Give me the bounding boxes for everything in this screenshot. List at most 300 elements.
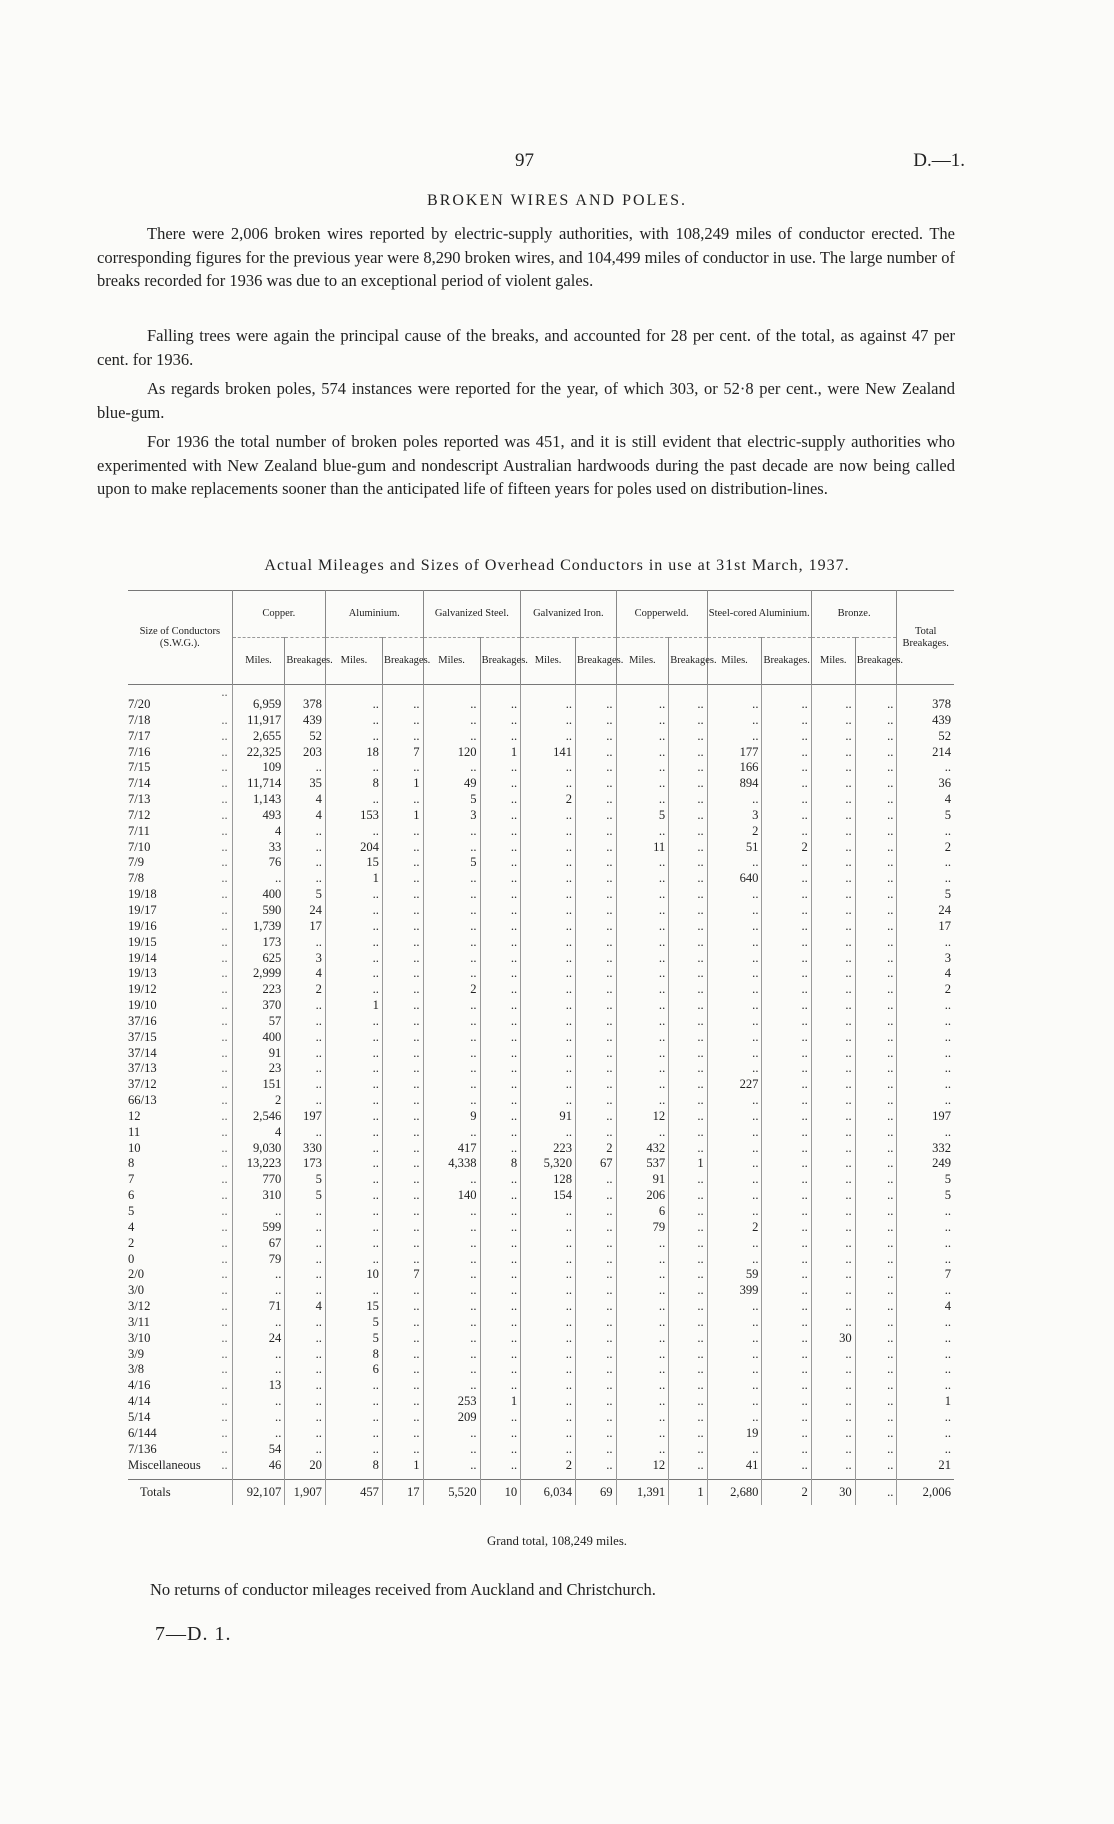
table-row <box>128 1458 954 1480</box>
table-cell: .. <box>855 935 897 951</box>
table-cell: .. <box>855 1283 897 1299</box>
table-cell: .. <box>855 1061 897 1077</box>
table-cell: .. <box>762 855 811 871</box>
table-cell: .. <box>669 855 707 871</box>
table-cell: .. <box>382 1156 423 1172</box>
table-row <box>128 1347 954 1363</box>
table-cell: .. <box>382 966 423 982</box>
table-cell: .. <box>669 1141 707 1157</box>
dot-leader: .. <box>221 1251 228 1266</box>
table-cell: .. <box>521 1014 576 1030</box>
table-cell: 432 <box>616 1141 669 1157</box>
table-cell: .. <box>616 685 669 713</box>
table-cell: .. <box>811 1109 855 1125</box>
table-cell: .. <box>576 1362 617 1378</box>
totals-label: Totals <box>128 1480 232 1505</box>
table-cell: .. <box>855 1125 897 1141</box>
table-cell: 3 <box>423 808 480 824</box>
table-cell: .. <box>762 1426 811 1442</box>
group-header-copper: Copper. <box>232 591 325 638</box>
table-cell: 17 <box>285 919 326 935</box>
table-cell: .. <box>669 1172 707 1188</box>
row-size-label <box>128 1204 232 1220</box>
table-cell: .. <box>423 1315 480 1331</box>
table-cell: 166 <box>707 760 762 776</box>
table-cell: 59 <box>707 1267 762 1283</box>
table-cell: .. <box>325 1442 382 1458</box>
table-cell: .. <box>325 1394 382 1410</box>
size-value: 3/11 <box>128 1314 150 1329</box>
table-cell: .. <box>521 1362 576 1378</box>
table-cell: .. <box>285 1220 326 1236</box>
table-cell: .. <box>897 1426 954 1442</box>
row-size-label <box>128 935 232 951</box>
table-cell: .. <box>325 887 382 903</box>
table-cell: .. <box>325 1077 382 1093</box>
totals-cell: 10 <box>480 1480 521 1505</box>
size-value: 2 <box>128 1235 135 1250</box>
table-cell: .. <box>669 982 707 998</box>
totals-cell: 17 <box>382 1480 423 1505</box>
table-cell: 2 <box>521 1458 576 1480</box>
table-cell: .. <box>897 824 954 840</box>
table-cell: .. <box>480 1093 521 1109</box>
table-cell: .. <box>855 998 897 1014</box>
table-cell: .. <box>707 903 762 919</box>
dot-leader: .. <box>221 871 228 886</box>
table-cell: .. <box>669 824 707 840</box>
size-value: 19/18 <box>128 887 157 902</box>
table-cell: 894 <box>707 776 762 792</box>
table-cell: .. <box>423 1172 480 1188</box>
table-cell: .. <box>521 1046 576 1062</box>
table-cell: .. <box>707 919 762 935</box>
table-cell: .. <box>707 1188 762 1204</box>
table-cell: .. <box>897 1061 954 1077</box>
table-cell: .. <box>811 1252 855 1268</box>
table-cell: 1 <box>382 776 423 792</box>
table-cell: .. <box>576 745 617 761</box>
table-cell: .. <box>616 1394 669 1410</box>
table-row <box>128 1220 954 1236</box>
dot-leader: .. <box>221 1204 228 1218</box>
table-cell: .. <box>762 1125 811 1141</box>
row-size-label <box>128 713 232 729</box>
table-cell: 173 <box>285 1156 326 1172</box>
row-size-label <box>128 1267 232 1283</box>
table-cell: 12 <box>616 1109 669 1125</box>
table-cell: .. <box>811 808 855 824</box>
table-cell: .. <box>576 1252 617 1268</box>
table-cell: .. <box>576 1077 617 1093</box>
table-cell: .. <box>382 1394 423 1410</box>
table-cell: .. <box>855 1077 897 1093</box>
size-value: 7/13 <box>128 792 151 807</box>
table-cell: .. <box>480 951 521 967</box>
table-cell: .. <box>897 1331 954 1347</box>
table-cell: 154 <box>521 1188 576 1204</box>
table-cell: .. <box>707 1442 762 1458</box>
table-cell: .. <box>576 903 617 919</box>
table-cell: .. <box>576 1347 617 1363</box>
row-size-label <box>128 1442 232 1458</box>
table-row <box>128 729 954 745</box>
subheader-breakages: Breakages. <box>669 638 707 685</box>
row-size-label <box>128 1109 232 1125</box>
table-cell: .. <box>576 1093 617 1109</box>
table-cell: .. <box>382 935 423 951</box>
dot-leader: .. <box>221 1299 228 1314</box>
table-cell: 46 <box>232 1458 285 1480</box>
table-cell: .. <box>423 713 480 729</box>
table-row <box>128 919 954 935</box>
table-row <box>128 1252 954 1268</box>
dot-leader: .. <box>221 776 228 791</box>
table-cell: 2 <box>423 982 480 998</box>
table-cell: .. <box>285 1378 326 1394</box>
table-cell: .. <box>480 1030 521 1046</box>
table-cell: .. <box>897 1125 954 1141</box>
table-cell: .. <box>707 982 762 998</box>
size-value: 7/10 <box>128 839 151 854</box>
table-caption: Actual Mileages and Sizes of Overhead Conductors in use at 31st March, 1937. <box>264 557 850 574</box>
table-cell: 120 <box>423 745 480 761</box>
totals-cell: 6,034 <box>521 1480 576 1505</box>
dot-leader: .. <box>221 1188 228 1203</box>
table-cell: .. <box>382 1061 423 1077</box>
table-cell: 35 <box>285 776 326 792</box>
table-cell: .. <box>811 1172 855 1188</box>
table-cell: .. <box>855 1188 897 1204</box>
table-cell: .. <box>897 1077 954 1093</box>
row-size-label <box>128 745 232 761</box>
section-title: BROKEN WIRES AND POLES. <box>427 192 687 209</box>
table-cell: .. <box>576 1331 617 1347</box>
table-row <box>128 1410 954 1426</box>
dot-leader: .. <box>221 998 228 1013</box>
size-value: 4 <box>128 1219 135 1234</box>
table-cell: .. <box>616 1030 669 1046</box>
table-row <box>128 1156 954 1172</box>
table-cell: .. <box>576 808 617 824</box>
table-cell: .. <box>811 1046 855 1062</box>
table-cell: .. <box>669 1014 707 1030</box>
table-cell: .. <box>423 919 480 935</box>
table-cell: .. <box>762 1331 811 1347</box>
table-cell: 8 <box>325 1458 382 1480</box>
table-cell: .. <box>480 1014 521 1030</box>
table-row <box>128 1188 954 1204</box>
table-cell: .. <box>669 1299 707 1315</box>
table-cell: .. <box>669 713 707 729</box>
table-cell: .. <box>576 998 617 1014</box>
table-cell: .. <box>811 998 855 1014</box>
table-cell: .. <box>480 1188 521 1204</box>
table-row <box>128 1125 954 1141</box>
table-cell: .. <box>382 998 423 1014</box>
table-cell: .. <box>576 855 617 871</box>
table-cell: .. <box>480 1220 521 1236</box>
size-value: Miscellaneous <box>128 1457 201 1472</box>
table-cell: .. <box>382 1172 423 1188</box>
table-cell: 23 <box>232 1061 285 1077</box>
table-cell: .. <box>897 1030 954 1046</box>
table-cell: .. <box>423 1331 480 1347</box>
table-cell: .. <box>285 1014 326 1030</box>
table-cell: .. <box>576 1426 617 1442</box>
totals-cell: 2 <box>762 1480 811 1505</box>
table-cell: 11,917 <box>232 713 285 729</box>
size-value: 7/11 <box>128 823 150 838</box>
table-cell: 1 <box>480 745 521 761</box>
table-cell: 49 <box>423 776 480 792</box>
size-value: 7/16 <box>128 744 151 759</box>
table-cell: .. <box>382 792 423 808</box>
table-cell: .. <box>669 998 707 1014</box>
table-cell: 640 <box>707 871 762 887</box>
table-cell: .. <box>707 1109 762 1125</box>
table-row <box>128 998 954 1014</box>
table-cell: 5 <box>325 1315 382 1331</box>
table-cell: .. <box>521 1204 576 1220</box>
table-cell: .. <box>480 713 521 729</box>
table-cell: 7 <box>382 1267 423 1283</box>
table-cell: .. <box>325 1156 382 1172</box>
row-size-label <box>128 1236 232 1252</box>
table-cell: .. <box>707 951 762 967</box>
table-cell: .. <box>616 966 669 982</box>
table-cell: .. <box>762 1141 811 1157</box>
table-cell: 378 <box>897 685 954 713</box>
table-cell: 399 <box>707 1283 762 1299</box>
table-cell: .. <box>325 1030 382 1046</box>
size-value: 12 <box>128 1108 141 1123</box>
table-cell: .. <box>855 1030 897 1046</box>
table-cell: 52 <box>897 729 954 745</box>
table-cell: 3 <box>285 951 326 967</box>
table-cell: 173 <box>232 935 285 951</box>
dot-leader: .. <box>221 712 228 727</box>
table-cell: .. <box>707 1204 762 1220</box>
table-cell: .. <box>762 1220 811 1236</box>
table-cell: .. <box>707 1061 762 1077</box>
table-cell: .. <box>616 1252 669 1268</box>
table-cell: .. <box>325 1125 382 1141</box>
table-cell: .. <box>232 1283 285 1299</box>
table-cell: .. <box>811 745 855 761</box>
table-cell: .. <box>762 824 811 840</box>
table-cell: 140 <box>423 1188 480 1204</box>
table-cell: .. <box>521 1331 576 1347</box>
table-cell: .. <box>616 1267 669 1283</box>
table-cell: .. <box>855 966 897 982</box>
row-size-label <box>128 1378 232 1394</box>
table-cell: 4 <box>897 1299 954 1315</box>
table-cell: .. <box>762 1315 811 1331</box>
dot-leader: .. <box>221 1267 228 1282</box>
table-cell: 493 <box>232 808 285 824</box>
table-cell: .. <box>811 1204 855 1220</box>
table-cell: .. <box>855 871 897 887</box>
row-size-label <box>128 1299 232 1315</box>
table-row <box>128 1141 954 1157</box>
size-value: 7/8 <box>128 871 145 886</box>
table-cell: .. <box>811 887 855 903</box>
footnote: No returns of conductor mileages received from Auckland and Christchurch. <box>150 1580 656 1599</box>
table-cell: .. <box>897 855 954 871</box>
table-cell: .. <box>616 1093 669 1109</box>
table-cell: .. <box>423 1093 480 1109</box>
table-cell: 19 <box>707 1426 762 1442</box>
table-cell: 10 <box>325 1267 382 1283</box>
size-value: 7/18 <box>128 712 151 727</box>
table-cell: .. <box>897 871 954 887</box>
table-cell: .. <box>382 1378 423 1394</box>
row-size-label <box>128 887 232 903</box>
table-cell: .. <box>897 1014 954 1030</box>
table-cell: .. <box>707 713 762 729</box>
grand-total: Grand total, 108,249 miles. <box>486 1534 628 1548</box>
table-cell: .. <box>855 1204 897 1220</box>
row-size-label <box>128 1030 232 1046</box>
row-size-label <box>128 871 232 887</box>
table-cell: .. <box>707 792 762 808</box>
table-cell: .. <box>616 855 669 871</box>
table-cell: .. <box>669 1252 707 1268</box>
table-cell: .. <box>576 1378 617 1394</box>
table-cell: .. <box>325 1410 382 1426</box>
table-cell: 4 <box>285 792 326 808</box>
table-cell: 203 <box>285 745 326 761</box>
totals-cell: 2,006 <box>897 1480 954 1505</box>
table-cell: .. <box>707 1394 762 1410</box>
table-cell: .. <box>762 1394 811 1410</box>
dot-leader: .. <box>221 950 228 965</box>
table-cell: .. <box>707 1125 762 1141</box>
table-cell: .. <box>762 1458 811 1480</box>
table-cell: 6 <box>325 1362 382 1378</box>
table-cell: .. <box>669 1109 707 1125</box>
table-row <box>128 1362 954 1378</box>
dot-leader: .. <box>221 1409 228 1424</box>
subheader-miles: Miles. <box>616 638 669 685</box>
table-cell: .. <box>521 1378 576 1394</box>
table-cell: 3 <box>707 808 762 824</box>
table-cell: .. <box>382 1236 423 1252</box>
table-cell: .. <box>762 871 811 887</box>
table-cell: .. <box>616 713 669 729</box>
table-cell: 1 <box>669 1156 707 1172</box>
table-cell: .. <box>576 951 617 967</box>
table-cell: 2,999 <box>232 966 285 982</box>
table-cell: .. <box>382 713 423 729</box>
subheader-breakages: Breakages. <box>285 638 326 685</box>
dot-leader: .. <box>221 807 228 822</box>
table-cell: .. <box>897 1315 954 1331</box>
table-cell: .. <box>325 1204 382 1220</box>
table-row <box>128 966 954 982</box>
table-cell: .. <box>669 1442 707 1458</box>
table-cell: .. <box>521 685 576 713</box>
size-value: 37/13 <box>128 1061 157 1076</box>
table-cell: .. <box>707 1378 762 1394</box>
size-value: 19/10 <box>128 998 157 1013</box>
table-cell: 5,320 <box>521 1156 576 1172</box>
table-cell: 2 <box>576 1141 617 1157</box>
table-cell: .. <box>762 1283 811 1299</box>
table-cell: .. <box>855 776 897 792</box>
table-cell: .. <box>480 1046 521 1062</box>
table-cell: .. <box>576 1315 617 1331</box>
table-cell: .. <box>811 1442 855 1458</box>
table-cell: .. <box>616 887 669 903</box>
table-cell: .. <box>576 1410 617 1426</box>
table-cell: .. <box>762 1109 811 1125</box>
size-value: 4/16 <box>128 1378 151 1393</box>
table-cell: .. <box>616 1426 669 1442</box>
table-cell: .. <box>616 1410 669 1426</box>
table-cell: 5 <box>423 792 480 808</box>
table-cell: 2 <box>232 1093 285 1109</box>
table-row <box>128 1014 954 1030</box>
table-cell: .. <box>382 855 423 871</box>
table-cell: .. <box>811 1362 855 1378</box>
table-cell: .. <box>811 935 855 951</box>
row-size-label <box>128 824 232 840</box>
table-row <box>128 1426 954 1442</box>
table-cell: .. <box>811 871 855 887</box>
table-row <box>128 1394 954 1410</box>
footer-signature: 7—D. 1. <box>155 1623 232 1645</box>
table-cell: .. <box>576 1125 617 1141</box>
table-cell: .. <box>811 1093 855 1109</box>
table-cell: .. <box>521 1077 576 1093</box>
table-cell: .. <box>576 1236 617 1252</box>
row-size-label <box>128 1331 232 1347</box>
row-size-label <box>128 1458 232 1480</box>
row-size-label <box>128 1283 232 1299</box>
row-size-label <box>128 685 232 713</box>
table-row <box>128 1077 954 1093</box>
table-cell: .. <box>855 1378 897 1394</box>
table-cell: 5 <box>325 1331 382 1347</box>
table-cell: .. <box>669 685 707 713</box>
dot-leader: .. <box>221 1457 228 1472</box>
table-cell: .. <box>762 1046 811 1062</box>
table-cell: .. <box>762 1156 811 1172</box>
table-row <box>128 1442 954 1458</box>
size-column-header: Size of Conductors (S.W.G.). <box>139 625 221 649</box>
table-cell: 79 <box>232 1252 285 1268</box>
table-cell: .. <box>669 1125 707 1141</box>
table-cell: .. <box>325 982 382 998</box>
table-cell: .. <box>669 903 707 919</box>
table-cell: .. <box>423 951 480 967</box>
table-cell: .. <box>616 1331 669 1347</box>
table-cell: .. <box>232 1347 285 1363</box>
table-cell: .. <box>897 1252 954 1268</box>
table-cell: 2 <box>707 1220 762 1236</box>
table-cell: .. <box>897 1442 954 1458</box>
table-cell: .. <box>521 1252 576 1268</box>
table-cell: 330 <box>285 1141 326 1157</box>
table-cell: .. <box>616 792 669 808</box>
table-cell: .. <box>855 824 897 840</box>
table-cell: .. <box>897 935 954 951</box>
table-cell: .. <box>762 1362 811 1378</box>
table-cell: 1 <box>382 808 423 824</box>
table-cell: .. <box>616 776 669 792</box>
